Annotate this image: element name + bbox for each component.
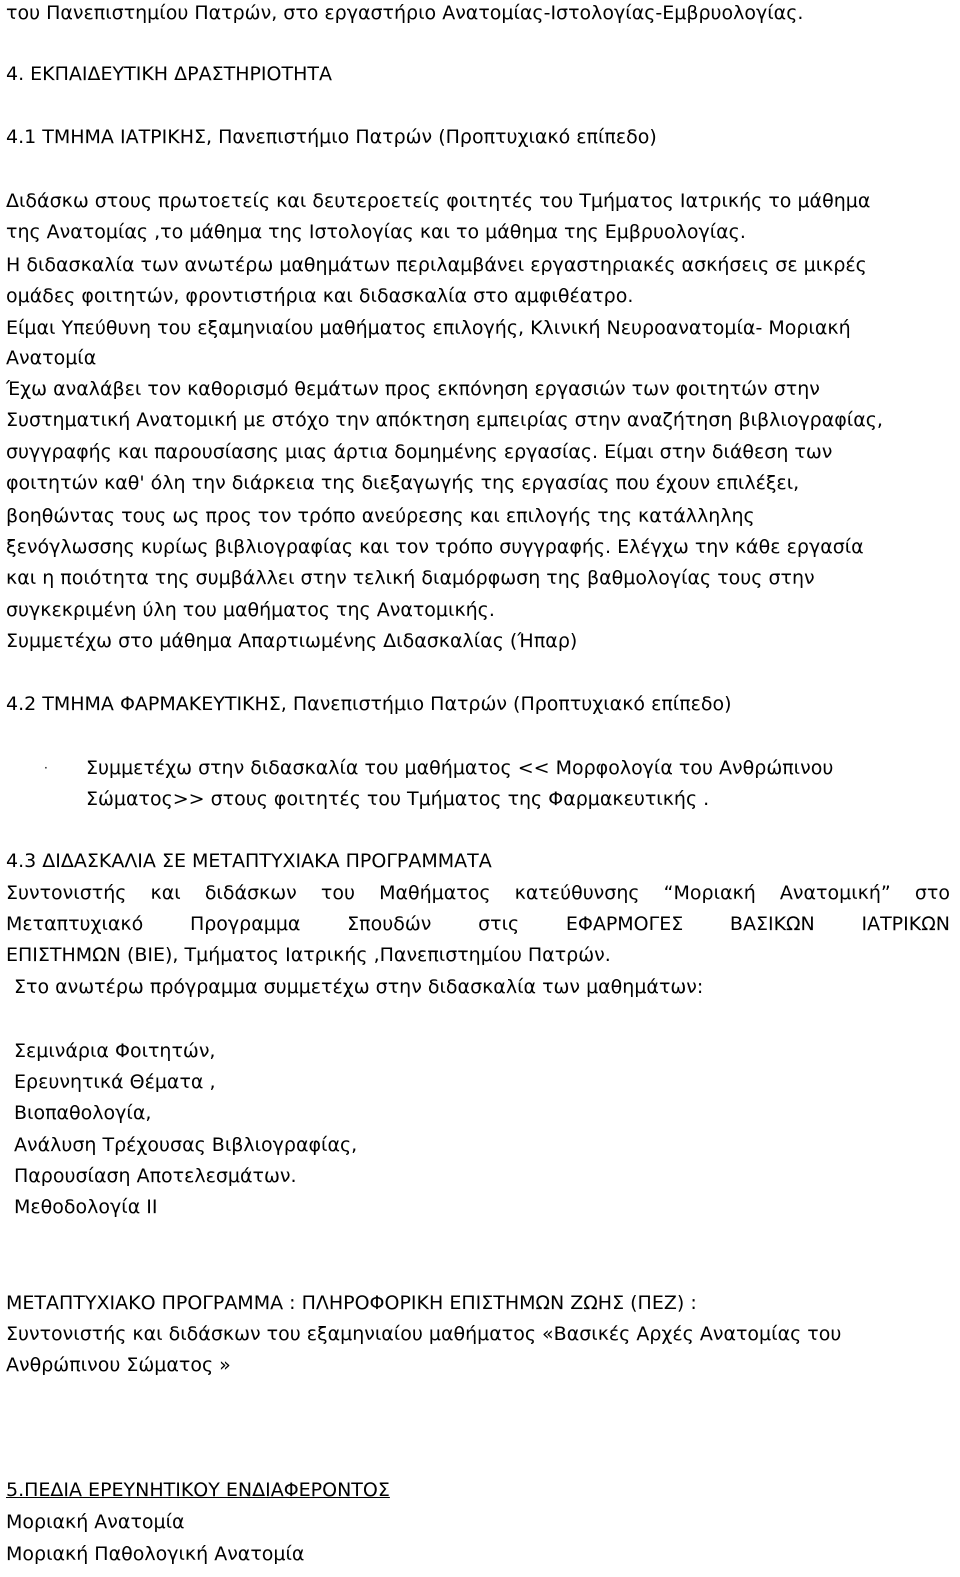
text-line: Διδάσκω στους πρωτοετείς και δευτεροετείς φοιτητές του Τμήματος Ιατρικής το μάθημα: [6, 190, 871, 212]
text-line: Συντονιστής και διδάσκων του εξαμηνιαίου μαθήματος «Βασικές Αρχές Ανατομίας του: [6, 1323, 842, 1345]
course-item: Μεθοδολογία ΙΙ: [14, 1196, 158, 1218]
word: και: [150, 882, 181, 904]
text-line: συγγραφής και παρουσίασης μιας άρτια δομημένης εργασίας. Είμαι στην διάθεση των: [6, 441, 833, 463]
text-line: φοιτητών καθ' όλη την διάρκεια της διεξαγωγής της εργασίας που έχουν επιλέξει,: [6, 472, 800, 494]
word: Σπουδών: [347, 913, 432, 935]
word: ΒΑΣΙΚΩΝ: [729, 913, 815, 935]
course-item: Ερευνητικά Θέματα ,: [14, 1071, 216, 1093]
text-line: Η διδασκαλία των ανωτέρω μαθημάτων περιλαμβάνει εργαστηριακές ασκήσεις σε μικρές: [6, 254, 867, 276]
word: διδάσκων: [204, 882, 297, 904]
word: Μεταπτυχιακό: [6, 913, 144, 935]
word: Μαθήματος: [379, 882, 491, 904]
word: Προγραμμα: [189, 913, 301, 935]
justified-line: [6, 881, 950, 905]
section-heading: 4. ΕΚΠΑΙΔΕΥΤΙΚΗ ΔΡΑΣΤΗΡΙΟΤΗΤΑ: [6, 63, 332, 85]
course-item: Παρουσίαση Αποτελεσμάτων.: [14, 1165, 297, 1187]
list-item-continuation: Σώματος>> στους φοιτητές του Τμήματος της Φαρμακευτικής .: [86, 788, 710, 810]
text-line: Συστηματική Ανατομική με στόχο την απόκτηση εμπειρίας στην αναζήτηση βιβλιογραφίας,: [6, 409, 883, 431]
text-line: ΕΠΙΣΤΗΜΩΝ (ΒΙΕ), Τμήματος Ιατρικής ,Πανεπιστημίου Πατρών.: [6, 944, 611, 966]
list-item: Συμμετέχω στην διδασκαλία του μαθήματος << Μορφολογία του Ανθρώπινου: [86, 757, 834, 779]
word: Συντονιστής: [6, 882, 127, 904]
course-item: Ανάλυση Τρέχουσας Βιβλιογραφίας,: [14, 1134, 358, 1156]
word: Ανατομική”: [779, 882, 891, 904]
word: “Μοριακή: [663, 882, 756, 904]
justified-line: [6, 912, 950, 936]
program-heading: ΜΕΤΑΠΤΥΧΙΑΚΟ ΠΡΟΓΡΑΜΜΑ : ΠΛΗΡΟΦΟΡΙΚΗ ΕΠΙΣΤΗΜΩΝ ΖΩΗΣ (ΠΕΖ) :: [6, 1292, 697, 1314]
course-item: Βιοπαθολογία,: [14, 1102, 152, 1124]
word: του: [320, 882, 355, 904]
text-line: Είμαι Υπεύθυνη του εξαμηνιαίου μαθήματος επιλογής, Κλινική Νευροανατομία- Μοριακή: [6, 317, 851, 339]
text-line: του Πανεπιστημίου Πατρών, στο εργαστήριο Ανατομίας-Ιστολογίας-Εμβρυολογίας.: [6, 2, 804, 24]
text-line: συγκεκριμένη ύλη του μαθήματος της Ανατομικής.: [6, 599, 495, 621]
word: ΕΦΑΡΜΟΓΕΣ: [565, 913, 684, 935]
word: στις: [478, 913, 520, 935]
text-line: Έχω αναλάβει τον καθορισμό θεμάτων προς εκπόνηση εργασιών των φοιτητών στην: [6, 378, 820, 400]
bullet-icon: ·: [44, 761, 48, 775]
text-line: βοηθώντας τους ως προς τον τρόπο ανεύρεσης και επιλογής της κατάλληλης: [6, 505, 755, 527]
text-line: Ανθρώπινου Σώματος »: [6, 1354, 231, 1376]
text-line: ομάδες φοιτητών, φροντιστήρια και διδασκαλία στο αμφιθέατρο.: [6, 285, 634, 307]
text-line: ξενόγλωσσης κυρίως βιβλιογραφίας και τον τρόπο συγγραφής. Ελέγχω την κάθε εργασία: [6, 536, 864, 558]
subsection-heading: 4.1 ΤΜΗΜΑ ΙΑΤΡΙΚΗΣ, Πανεπιστήμιο Πατρών (Προπτυχιακό επίπεδο): [6, 126, 657, 148]
subsection-heading: 4.3 ΔΙΔΑΣΚΑΛΙΑ ΣΕ ΜΕΤΑΠΤΥΧΙΑΚΑ ΠΡΟΓΡΑΜΜΑΤΑ: [6, 850, 492, 872]
course-item: Σεμινάρια Φοιτητών,: [14, 1040, 216, 1062]
text-line: Ανατομία: [6, 347, 97, 369]
subsection-heading: 4.2 ΤΜΗΜΑ ΦΑΡΜΑΚΕΥΤΙΚΗΣ, Πανεπιστήμιο Πατρών (Προπτυχιακό επίπεδο): [6, 693, 732, 715]
word: κατεύθυνσης: [514, 882, 640, 904]
text-line: Συμμετέχω στο μάθημα Απαρτιωμένης Διδασκαλίας (Ήπαρ): [6, 630, 578, 652]
text-line: και η ποιότητα της συμβάλλει στην τελική διαμόρφωση της βαθμολογίας τους στην: [6, 567, 815, 589]
research-field: Μοριακή Ανατομία: [6, 1511, 185, 1533]
section-heading: 5.ΠΕΔΙΑ ΕΡΕΥΝΗΤΙΚΟΥ ΕΝΔΙΑΦΕΡΟΝΤΟΣ: [6, 1479, 390, 1501]
text-line: Στο ανωτέρω πρόγραμμα συμμετέχω στην διδασκαλία των μαθημάτων:: [14, 976, 704, 998]
research-field: Μοριακή Παθολογική Ανατομία: [6, 1543, 305, 1565]
word: στο: [914, 882, 950, 904]
word: ΙΑΤΡΙΚΩΝ: [861, 913, 950, 935]
text-line: της Ανατομίας ,το μάθημα της Ιστολογίας και το μάθημα της Εμβρυολογίας.: [6, 221, 746, 243]
